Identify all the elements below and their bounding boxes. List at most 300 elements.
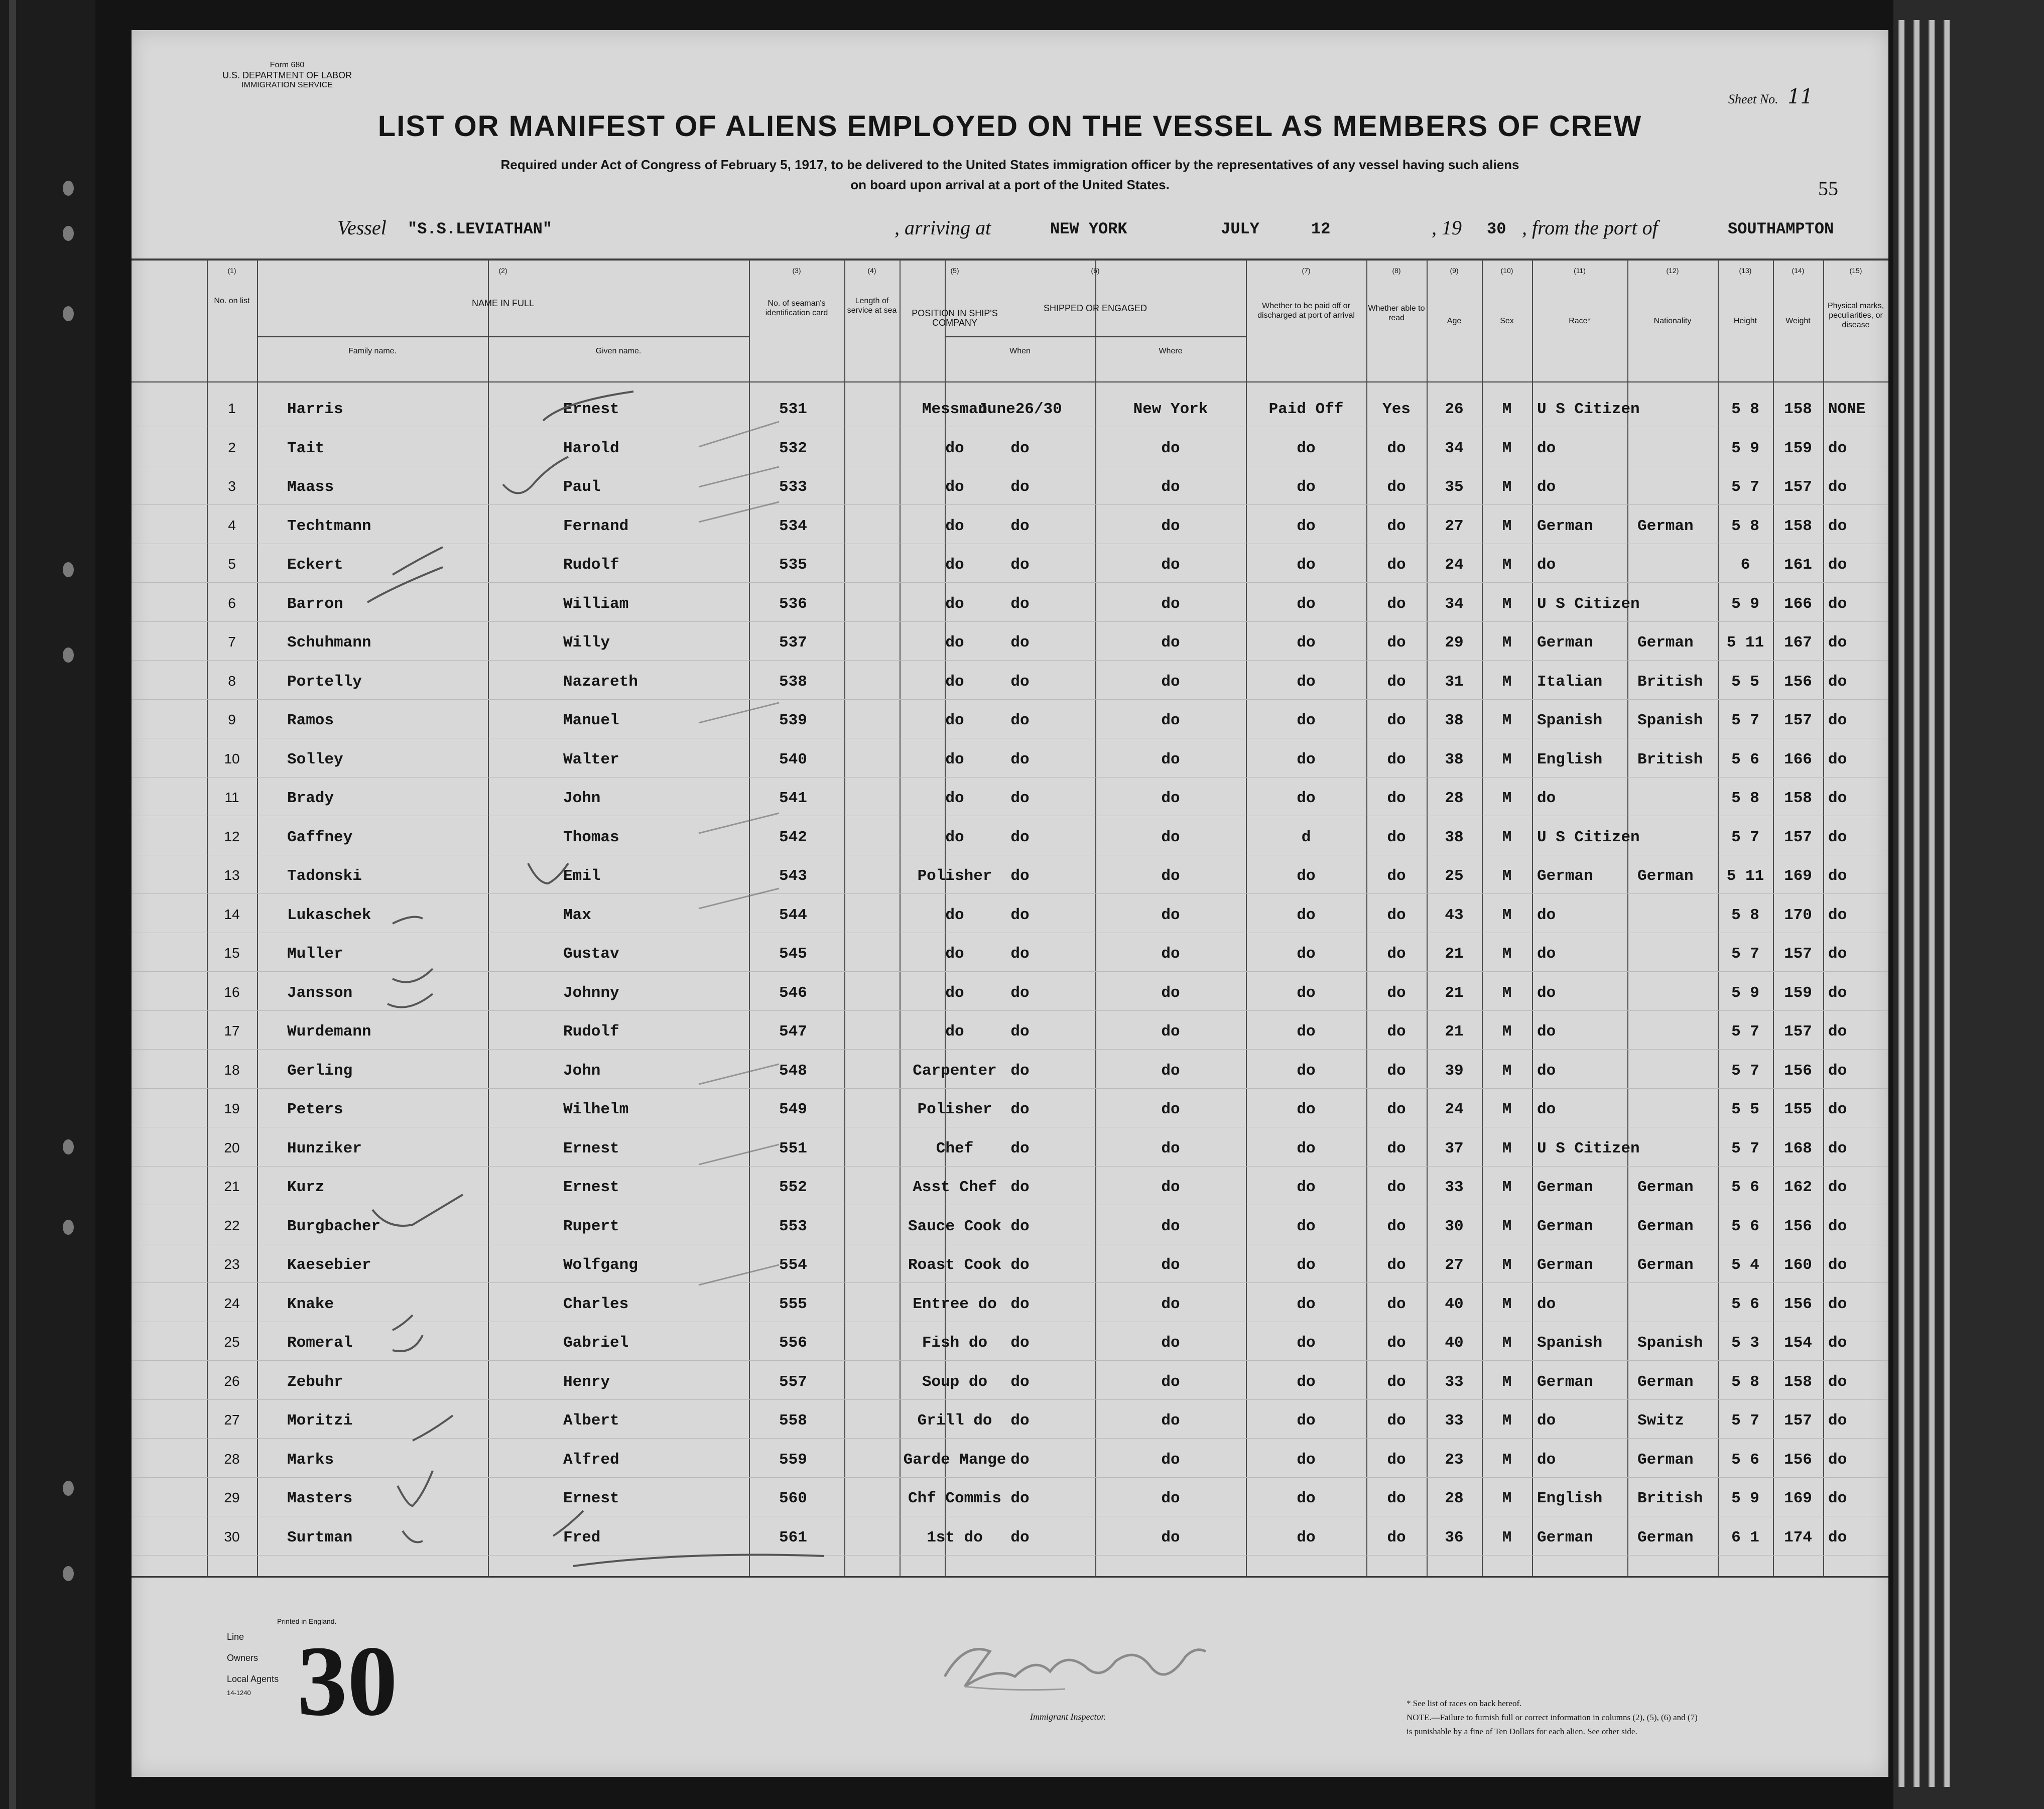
- shipped-where-cell: do: [1161, 790, 1180, 807]
- age-cell: 40: [1445, 1295, 1464, 1313]
- sex-cell: M: [1502, 1256, 1512, 1274]
- race-cell: German: [1537, 1179, 1593, 1196]
- physical-marks-cell: do: [1828, 595, 1847, 613]
- weight-cell: 158: [1784, 517, 1812, 535]
- able-to-read-cell: Yes: [1382, 401, 1411, 418]
- shipped-when-cell: do: [1010, 750, 1030, 768]
- weight-cell: 166: [1784, 750, 1812, 768]
- height-cell: 5 3: [1731, 1334, 1759, 1352]
- sex-cell: M: [1502, 673, 1512, 691]
- sex-cell: M: [1502, 1139, 1512, 1157]
- able-to-read-cell: do: [1387, 984, 1406, 1002]
- vessel-label: Vessel: [337, 216, 387, 239]
- position-cell: do: [945, 750, 964, 768]
- row-number: 16: [224, 984, 240, 1000]
- shipped-when-cell: do: [1010, 1256, 1030, 1274]
- shipped-where-cell: do: [1161, 595, 1180, 613]
- sex-cell: M: [1502, 1101, 1512, 1118]
- able-to-read-cell: do: [1387, 712, 1406, 729]
- height-cell: 5 8: [1731, 906, 1759, 924]
- form-code: 14-1240: [227, 1689, 251, 1697]
- weight-cell: 157: [1784, 1023, 1812, 1041]
- owners-label: Owners: [227, 1653, 259, 1663]
- given-name-cell: Ernest: [563, 1179, 619, 1196]
- row-number: 30: [224, 1528, 240, 1544]
- sex-cell: M: [1502, 517, 1512, 535]
- race-cell: English: [1537, 750, 1603, 768]
- shipped-when-cell: do: [1010, 1528, 1030, 1546]
- footer-notes: [1407, 1697, 1878, 1739]
- race-cell: do: [1537, 984, 1556, 1002]
- header-when: When: [1009, 347, 1031, 355]
- paid-off-cell: do: [1297, 673, 1316, 691]
- able-to-read-cell: do: [1387, 1451, 1406, 1469]
- row-number: 10: [224, 750, 240, 766]
- sex-cell: M: [1502, 1295, 1512, 1313]
- family-name-cell: Lukaschek: [287, 906, 371, 924]
- check-mark-group: [367, 392, 824, 1566]
- race-cell: English: [1537, 1490, 1603, 1507]
- position-cell: do: [945, 517, 964, 535]
- shipped-where-cell: do: [1161, 1217, 1180, 1235]
- page-subtitle: [332, 155, 1688, 195]
- family-name-cell: Moritzi: [287, 1412, 353, 1430]
- race-note: * See list of races on back hereof.: [1407, 1699, 1522, 1708]
- family-name-cell: Burgbacher: [287, 1217, 381, 1235]
- paid-off-cell: do: [1297, 1023, 1316, 1041]
- age-cell: 26: [1445, 401, 1464, 418]
- weight-cell: 157: [1784, 712, 1812, 729]
- race-cell: do: [1537, 439, 1556, 457]
- able-to-read-cell: do: [1387, 1412, 1406, 1430]
- header-position: POSITION IN SHIP'S COMPANY: [912, 308, 998, 328]
- paid-off-cell: do: [1297, 478, 1316, 496]
- physical-marks-cell: do: [1828, 1217, 1847, 1235]
- race-cell: Spanish: [1537, 1334, 1603, 1352]
- row-number: 20: [224, 1139, 240, 1155]
- shipped-where-cell: do: [1161, 1334, 1180, 1352]
- family-name-cell: Hunziker: [287, 1139, 362, 1157]
- shipped-when-cell: do: [1010, 634, 1030, 652]
- given-name-cell: Walter: [563, 750, 619, 768]
- year-suffix: 30: [1487, 220, 1506, 238]
- shipped-where-cell: do: [1161, 673, 1180, 691]
- seaman-card-cell: 556: [779, 1334, 807, 1352]
- weight-cell: 156: [1784, 673, 1812, 691]
- shipped-where-cell: do: [1161, 1101, 1180, 1118]
- shipped-when-cell: do: [1010, 1412, 1030, 1430]
- position-cell: Garde Mange: [903, 1451, 1006, 1469]
- able-to-read-cell: do: [1387, 1062, 1406, 1080]
- header-age: Age: [1447, 317, 1462, 325]
- able-to-read-cell: do: [1387, 1295, 1406, 1313]
- pencil-mark: [699, 888, 779, 909]
- height-cell: 5 4: [1731, 1256, 1759, 1274]
- shipped-where-cell: do: [1161, 1528, 1180, 1546]
- sex-cell: M: [1502, 634, 1512, 652]
- header-paid-off: Whether to be paid off or discharged at port of arrival: [1257, 302, 1355, 320]
- weight-cell: 169: [1784, 867, 1812, 885]
- nationality-cell: Spanish: [1637, 712, 1703, 729]
- sex-cell: M: [1502, 984, 1512, 1002]
- physical-marks-cell: do: [1828, 1295, 1847, 1313]
- sheet-number-field: [1728, 85, 1813, 108]
- paid-off-cell: do: [1297, 1373, 1316, 1391]
- paid-off-cell: do: [1297, 906, 1316, 924]
- given-name-cell: Max: [563, 906, 591, 924]
- inspector-label: Immigrant Inspector.: [1030, 1712, 1106, 1722]
- weight-cell: 160: [1784, 1256, 1812, 1274]
- arrival-day: 12: [1311, 220, 1331, 238]
- age-cell: 33: [1445, 1179, 1464, 1196]
- paid-off-cell: do: [1297, 1334, 1316, 1352]
- sex-cell: M: [1502, 1412, 1512, 1430]
- height-cell: 5 8: [1731, 517, 1759, 535]
- seaman-card-cell: 552: [779, 1179, 807, 1196]
- age-cell: 35: [1445, 478, 1464, 496]
- race-cell: German: [1537, 1528, 1593, 1546]
- shipped-when-cell: do: [1010, 1179, 1030, 1196]
- year-prefix: , 19: [1432, 216, 1462, 239]
- given-name-cell: Rudolf: [563, 556, 619, 574]
- seaman-card-cell: 545: [779, 945, 807, 963]
- weight-cell: 156: [1784, 1217, 1812, 1235]
- given-name-cell: Charles: [563, 1295, 629, 1313]
- physical-marks-cell: do: [1828, 634, 1847, 652]
- header-sex: Sex: [1500, 317, 1514, 325]
- weight-cell: 174: [1784, 1528, 1812, 1546]
- row-number: 11: [224, 790, 239, 805]
- row-number: 4: [228, 517, 236, 533]
- seaman-card-cell: 540: [779, 750, 807, 768]
- given-name-cell: William: [563, 595, 629, 613]
- nationality-cell: German: [1637, 517, 1694, 535]
- shipped-when-cell: do: [1010, 790, 1030, 807]
- nationality-cell: German: [1637, 1373, 1694, 1391]
- position-cell: do: [945, 790, 964, 807]
- position-cell: Entree do: [913, 1295, 997, 1313]
- height-cell: 5 11: [1726, 634, 1764, 652]
- column-number: (14): [1792, 267, 1805, 275]
- subtitle-line-2: on board upon arrival at a port of the United States.: [850, 177, 1170, 192]
- weight-cell: 158: [1784, 1373, 1812, 1391]
- height-cell: 5 7: [1731, 478, 1759, 496]
- height-cell: 5 9: [1731, 1490, 1759, 1507]
- seaman-card-cell: 535: [779, 556, 807, 574]
- able-to-read-cell: do: [1387, 1023, 1406, 1041]
- seaman-card-cell: 532: [779, 439, 807, 457]
- age-cell: 34: [1445, 595, 1464, 613]
- row-number: 12: [224, 828, 240, 844]
- sheet-number-value: 11: [1787, 85, 1813, 108]
- page-edge: [1929, 20, 1935, 1787]
- row-number: 29: [224, 1490, 240, 1505]
- nationality-cell: British: [1637, 750, 1703, 768]
- row-number: 5: [228, 556, 236, 572]
- paid-off-cell: do: [1297, 634, 1316, 652]
- physical-marks-cell: do: [1828, 1179, 1847, 1196]
- shipped-where-cell: do: [1161, 1295, 1180, 1313]
- family-name-cell: Schuhmann: [287, 634, 371, 652]
- pencil-marks: [699, 422, 779, 1285]
- height-cell: 5 5: [1731, 673, 1759, 691]
- shipped-when-cell: do: [1010, 1451, 1030, 1469]
- vessel-line: [337, 216, 1834, 246]
- column-number: (8): [1392, 267, 1401, 275]
- able-to-read-cell: do: [1387, 595, 1406, 613]
- shipped-where-cell: do: [1161, 945, 1180, 963]
- given-name-cell: Gabriel: [563, 1334, 629, 1352]
- position-cell: do: [945, 945, 964, 963]
- physical-marks-cell: do: [1828, 984, 1847, 1002]
- paid-off-cell: do: [1297, 1179, 1316, 1196]
- inspector-signature: [935, 1631, 1216, 1702]
- header-name-in-full: NAME IN FULL: [471, 298, 535, 308]
- form-header: [192, 60, 382, 90]
- age-cell: 38: [1445, 712, 1464, 729]
- arrival-month: JULY: [1221, 220, 1259, 238]
- height-cell: 5 7: [1731, 1139, 1759, 1157]
- family-name-cell: Gerling: [287, 1062, 353, 1080]
- table-top-rule: [132, 259, 1888, 261]
- punch-hole: [63, 226, 74, 241]
- physical-marks-cell: do: [1828, 712, 1847, 729]
- column-number: (12): [1666, 267, 1679, 275]
- race-cell: U S Citizen: [1537, 401, 1640, 418]
- family-name-cell: Gaffney: [287, 828, 353, 846]
- header-given-name: Given name.: [595, 347, 642, 355]
- age-cell: 21: [1445, 984, 1464, 1002]
- paid-off-cell: do: [1297, 517, 1316, 535]
- seaman-card-cell: 553: [779, 1217, 807, 1235]
- family-name-cell: Peters: [287, 1101, 343, 1118]
- shipped-where-cell: do: [1161, 1451, 1180, 1469]
- punch-hole: [63, 562, 74, 577]
- sex-cell: M: [1502, 1490, 1512, 1507]
- family-name-cell: Masters: [287, 1490, 353, 1507]
- age-cell: 39: [1445, 1062, 1464, 1080]
- pencil-mark: [699, 1144, 779, 1165]
- weight-cell: 154: [1784, 1334, 1812, 1352]
- physical-marks-cell: do: [1828, 790, 1847, 807]
- age-cell: 27: [1445, 1256, 1464, 1274]
- row-number: 15: [224, 945, 240, 961]
- physical-marks-cell: do: [1828, 478, 1847, 496]
- paid-off-cell: do: [1297, 750, 1316, 768]
- age-cell: 27: [1445, 517, 1464, 535]
- given-name-cell: Wolfgang: [563, 1256, 638, 1274]
- position-cell: do: [945, 478, 964, 496]
- paid-off-cell: do: [1297, 439, 1316, 457]
- check-mark: [367, 567, 443, 602]
- paid-off-cell: do: [1297, 712, 1316, 729]
- header-height: Height: [1733, 317, 1757, 325]
- punch-hole: [63, 306, 74, 321]
- weight-cell: 170: [1784, 906, 1812, 924]
- race-cell: do: [1537, 1295, 1556, 1313]
- page-title: LIST OR MANIFEST OF ALIENS EMPLOYED ON THE VESSEL AS MEMBERS OF CREW: [377, 110, 1642, 143]
- family-name-cell: Barron: [287, 595, 343, 613]
- height-cell: 5 6: [1731, 1217, 1759, 1235]
- physical-marks-cell: do: [1828, 1139, 1847, 1157]
- manifest-sheet: [132, 30, 1888, 1777]
- punch-hole: [63, 1481, 74, 1496]
- shipped-where-cell: do: [1161, 478, 1180, 496]
- paid-off-cell: do: [1297, 595, 1316, 613]
- row-number: 21: [224, 1179, 240, 1194]
- physical-marks-cell: do: [1828, 906, 1847, 924]
- shipped-where-cell: do: [1161, 1179, 1180, 1196]
- pencil-mark: [699, 502, 779, 522]
- page-edge: [1913, 20, 1920, 1787]
- service-name: IMMIGRATION SERVICE: [241, 81, 333, 89]
- given-name-cell: Ernest: [563, 401, 619, 418]
- position-cell: Chf Commis: [908, 1490, 1002, 1507]
- weight-cell: 158: [1784, 790, 1812, 807]
- seaman-card-cell: 560: [779, 1490, 807, 1507]
- height-cell: 5 6: [1731, 1451, 1759, 1469]
- row-number: 6: [228, 595, 236, 611]
- race-cell: do: [1537, 478, 1556, 496]
- given-name-cell: Willy: [563, 634, 610, 652]
- physical-marks-cell: do: [1828, 1528, 1847, 1546]
- family-name-cell: Jansson: [287, 984, 353, 1002]
- physical-marks-cell: do: [1828, 1256, 1847, 1274]
- able-to-read-cell: do: [1387, 517, 1406, 535]
- punch-hole: [63, 648, 74, 663]
- column-number: (9): [1450, 267, 1459, 275]
- shipped-when-cell: do: [1010, 478, 1030, 496]
- position-cell: 1st do: [927, 1528, 983, 1546]
- position-cell: do: [945, 439, 964, 457]
- check-mark: [553, 1511, 583, 1536]
- able-to-read-cell: do: [1387, 1373, 1406, 1391]
- weight-cell: 156: [1784, 1295, 1812, 1313]
- position-cell: Grill do: [917, 1412, 992, 1430]
- height-cell: 5 7: [1731, 945, 1759, 963]
- punch-hole: [63, 1566, 74, 1581]
- height-cell: 5 7: [1731, 1023, 1759, 1041]
- family-name-cell: Techtmann: [287, 517, 371, 535]
- paid-off-cell: do: [1297, 556, 1316, 574]
- age-cell: 21: [1445, 945, 1464, 963]
- position-cell: Messman: [922, 401, 988, 418]
- age-cell: 40: [1445, 1334, 1464, 1352]
- shipped-where-cell: do: [1161, 712, 1180, 729]
- seaman-card-cell: 561: [779, 1528, 807, 1546]
- shipped-when-cell: do: [1010, 1334, 1030, 1352]
- given-name-cell: Wilhelm: [563, 1101, 629, 1118]
- arriving-label: , arriving at: [895, 216, 991, 239]
- seaman-card-cell: 548: [779, 1062, 807, 1080]
- given-name-cell: John: [563, 790, 601, 807]
- family-name-cell: Eckert: [287, 556, 343, 574]
- check-mark: [403, 1531, 423, 1542]
- row-number: 17: [224, 1023, 240, 1039]
- family-name-cell: Kurz: [287, 1179, 325, 1196]
- family-name-cell: Brady: [287, 790, 334, 807]
- physical-marks-cell: do: [1828, 556, 1847, 574]
- check-mark: [543, 392, 633, 421]
- age-cell: 25: [1445, 867, 1464, 885]
- check-mark: [413, 1415, 453, 1441]
- arrival-port: NEW YORK: [1050, 220, 1127, 238]
- position-cell: do: [945, 828, 964, 846]
- shipped-when-cell: do: [1010, 1062, 1030, 1080]
- height-cell: 5 7: [1731, 1062, 1759, 1080]
- punch-hole: [63, 1139, 74, 1154]
- height-cell: 5 7: [1731, 712, 1759, 729]
- race-cell: do: [1537, 790, 1556, 807]
- able-to-read-cell: do: [1387, 750, 1406, 768]
- race-cell: German: [1537, 867, 1593, 885]
- sex-cell: M: [1502, 828, 1512, 846]
- age-cell: 30: [1445, 1217, 1464, 1235]
- nationality-cell: German: [1637, 1217, 1694, 1235]
- header-weight: Weight: [1785, 317, 1811, 325]
- able-to-read-cell: do: [1387, 1528, 1406, 1546]
- binder-strip: [9, 0, 16, 1809]
- paid-off-cell: d: [1301, 828, 1311, 846]
- header-seaman-card: No. of seaman's identification card: [765, 299, 828, 317]
- given-name-cell: Fernand: [563, 517, 629, 535]
- position-cell: do: [945, 712, 964, 729]
- nationality-cell: German: [1637, 1528, 1694, 1546]
- able-to-read-cell: do: [1387, 439, 1406, 457]
- given-name-cell: Albert: [563, 1412, 619, 1430]
- seaman-card-cell: 547: [779, 1023, 807, 1041]
- position-cell: Fish do: [922, 1334, 988, 1352]
- sex-cell: M: [1502, 945, 1512, 963]
- paid-off-cell: do: [1297, 1490, 1316, 1507]
- position-cell: do: [945, 634, 964, 652]
- header-shipped-or-engaged: SHIPPED OR ENGAGED: [1043, 303, 1147, 313]
- family-name-cell: Maass: [287, 478, 334, 496]
- column-number: (1): [227, 267, 236, 275]
- row-number: 25: [224, 1334, 240, 1350]
- paid-off-cell: do: [1297, 790, 1316, 807]
- able-to-read-cell: do: [1387, 945, 1406, 963]
- check-mark: [503, 457, 568, 493]
- position-cell: Roast Cook: [908, 1256, 1002, 1274]
- from-port-label: , from the port of: [1522, 216, 1658, 239]
- family-name-cell: Portelly: [287, 673, 362, 691]
- punch-hole: [63, 181, 74, 196]
- seaman-card-cell: 549: [779, 1101, 807, 1118]
- physical-marks-cell: do: [1828, 1023, 1847, 1041]
- shipped-when-cell: do: [1010, 984, 1030, 1002]
- family-name-cell: Muller: [287, 945, 343, 963]
- age-cell: 29: [1445, 634, 1464, 652]
- column-number: (7): [1302, 267, 1311, 275]
- pencil-mark: [699, 1064, 779, 1084]
- able-to-read-cell: do: [1387, 867, 1406, 885]
- nationality-cell: German: [1637, 1451, 1694, 1469]
- nationality-cell: German: [1637, 867, 1694, 885]
- weight-cell: 167: [1784, 634, 1812, 652]
- height-cell: 5 6: [1731, 750, 1759, 768]
- given-name-cell: Rudolf: [563, 1023, 619, 1041]
- column-number: (15): [1849, 267, 1862, 275]
- shipped-where-cell: do: [1161, 1023, 1180, 1041]
- header-length-of-service: Length of service at sea: [847, 297, 897, 315]
- check-mark: [528, 863, 568, 883]
- position-cell: Chef: [936, 1139, 974, 1157]
- able-to-read-cell: do: [1387, 1217, 1406, 1235]
- height-cell: 5 8: [1731, 401, 1759, 418]
- able-to-read-cell: do: [1387, 1101, 1406, 1118]
- nationality-cell: Spanish: [1637, 1334, 1703, 1352]
